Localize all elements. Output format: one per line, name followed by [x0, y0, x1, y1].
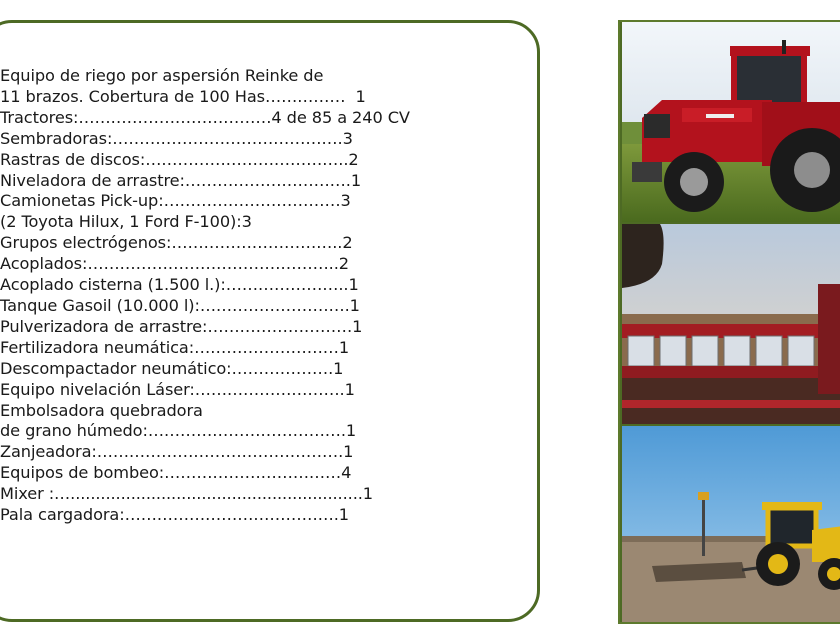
list-item: Acoplados:………………………………………..2 — [0, 254, 349, 274]
list-item: de grano húmedo:……………………………….1 — [0, 421, 357, 441]
list-item: Pulverizadora de arrastre:………………………1 — [0, 316, 363, 336]
equipment-list — [0, 66, 540, 526]
list-item: Tractores:………………………………4 de 85 a 240 CV — [0, 107, 410, 127]
red-tractor-photo — [622, 22, 840, 222]
list-item: Equipo nivelación Láser:……………………….1 — [0, 379, 355, 399]
yellow-tractor-photo — [622, 426, 840, 624]
planter-photo — [622, 224, 840, 424]
list-item: Descompactador neumático:……………….1 — [0, 358, 344, 378]
list-item: (2 Toyota Hilux, 1 Ford F-100):3 — [0, 212, 252, 232]
list-item: Equipo de riego por aspersión Reinke de — [0, 66, 324, 85]
list-item: Acoplado cisterna (1.500 l.):…………………..1 — [0, 275, 359, 295]
list-item: Zanjeadora:……………………………………….1 — [0, 442, 354, 462]
list-item: Embolsadora quebradora — [0, 400, 203, 420]
list-item: Grupos electrógenos:…………………………..2 — [0, 233, 353, 253]
list-item: Equipos de bombeo:……………………………4 — [0, 463, 352, 483]
list-item: Tanque Gasoil (10.000 l):……………………….1 — [0, 295, 360, 315]
list-item: 11 brazos. Cobertura de 100 Has…………… 1 — [0, 86, 366, 106]
list-item: Camionetas Pick-up:……………………………3 — [0, 191, 351, 211]
list-item: Fertilizadora neumática:………………………1 — [0, 337, 350, 357]
list-item: Mixer :…..........................................................1 — [0, 484, 373, 504]
list-item: Pala cargadora:………………………………….1 — [0, 505, 349, 525]
list-item: Rastras de discos:………………………………..2 — [0, 149, 359, 169]
list-item: Niveladora de arrastre:………………………….1 — [0, 170, 362, 190]
photo-column — [618, 20, 840, 624]
list-item: Sembradoras:…………………………………….3 — [0, 128, 353, 148]
